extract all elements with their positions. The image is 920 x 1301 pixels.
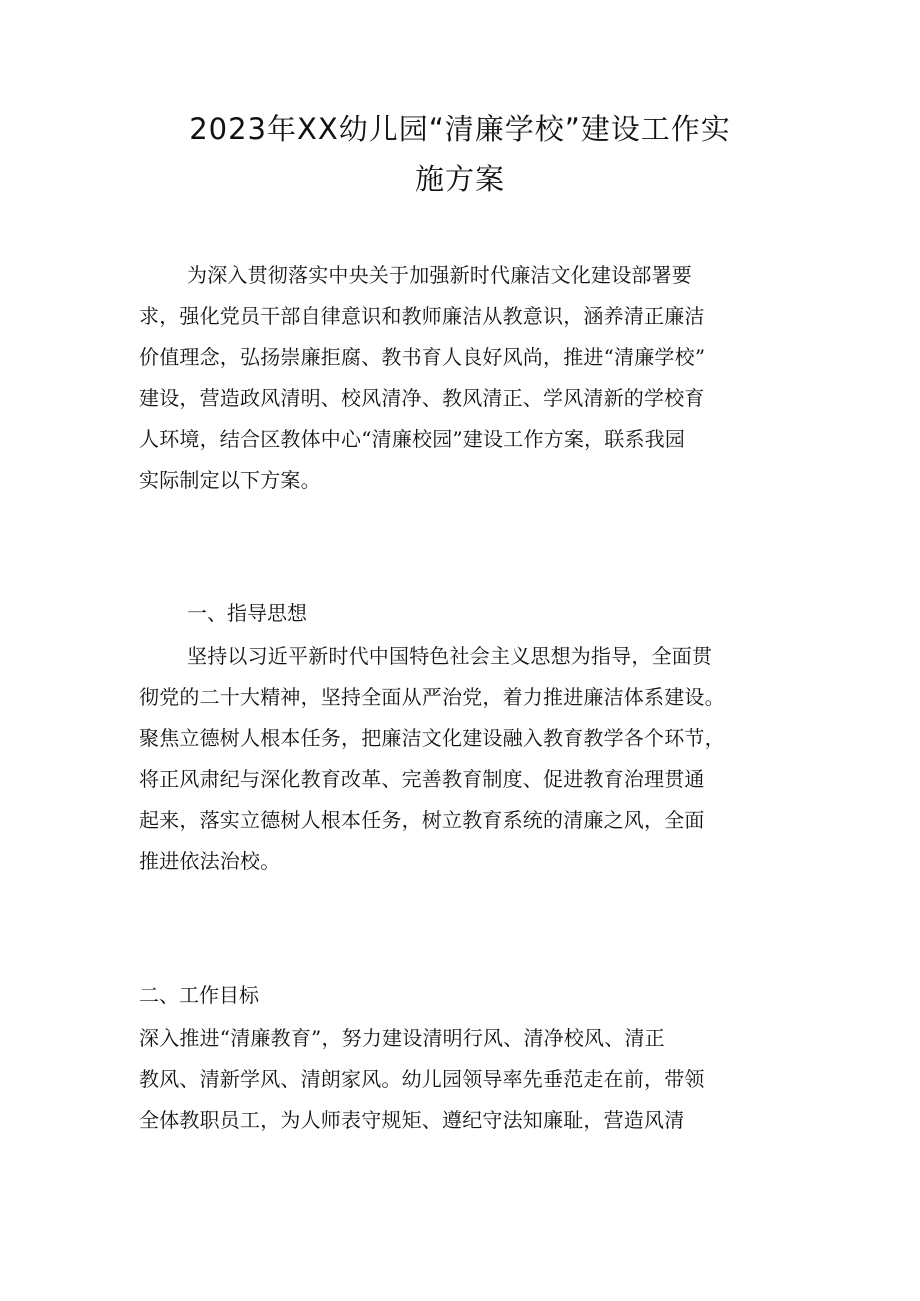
text-line: 深入推进“清廉教育”，努力建设清明行风、清净校风、清正 xyxy=(139,1026,665,1050)
section-1-paragraph xyxy=(139,636,784,882)
text-line: 求，强化党员干部自律意识和教师廉洁从教意识，涵养清正廉洁 xyxy=(139,304,705,328)
text-line: 实际制定以下方案。 xyxy=(139,468,321,492)
text-line: 人环境，结合区教体中心“清廉校园”建设工作方案，联系我园 xyxy=(139,427,686,451)
text-line: 全体教职员工，为人师表守规矩、遵纪守法知廉耻，营造风清 xyxy=(139,1108,685,1132)
intro-paragraph xyxy=(139,255,784,501)
section-2-paragraph xyxy=(139,1018,784,1141)
text-line: 建设，营造政风清明、校风清净、教风清正、学风清新的学校育 xyxy=(139,386,705,410)
text-line: 彻党的二十大精神，坚持全面从严治党，着力推进廉洁体系建设。 xyxy=(139,685,725,709)
text-line: 教风、清新学风、清朗家风。幼儿园领导率先垂范走在前，带领 xyxy=(139,1067,705,1091)
text-line: 推进依法治校。 xyxy=(139,849,281,873)
title-line: 2023年XX幼儿园“清廉学校”建设工作实 xyxy=(189,112,731,146)
text-line: 为深入贯彻落实中央关于加强新时代廉洁文化建设部署要 xyxy=(187,263,692,287)
text-line: 聚焦立德树人根本任务，把廉洁文化建设融入教育教学各个环节， xyxy=(139,726,725,750)
document-title xyxy=(130,104,790,204)
section-heading-guiding-ideology: 一、指导思想 xyxy=(187,601,307,625)
text-line: 将正风肃纪与深化教育改革、完善教育制度、促进教育治理贯通 xyxy=(139,767,705,791)
section-heading-work-goals: 二、工作目标 xyxy=(139,983,259,1007)
title-line: 施方案 xyxy=(414,162,505,196)
text-line: 起来，落实立德树人根本任务，树立教育系统的清廉之风，全面 xyxy=(139,808,705,832)
text-line: 价值理念，弘扬崇廉拒腐、教书育人良好风尚，推进“清廉学校” xyxy=(139,345,706,369)
text-line: 坚持以习近平新时代中国特色社会主义思想为指导，全面贯 xyxy=(187,644,713,668)
